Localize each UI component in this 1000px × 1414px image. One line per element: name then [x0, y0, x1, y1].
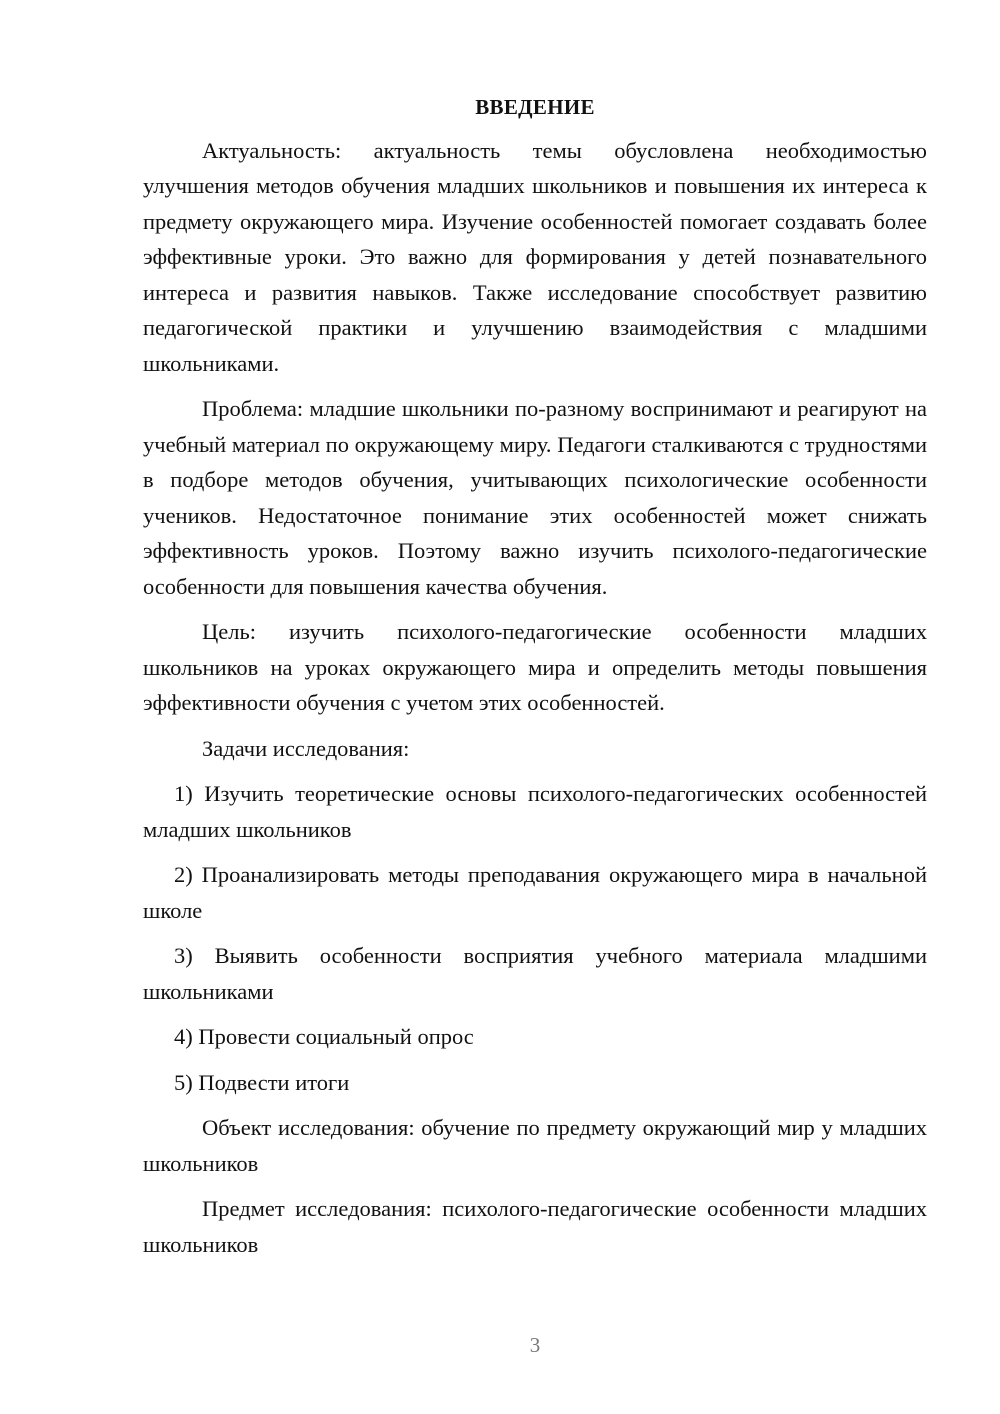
section-heading: ВВЕДЕНИЕ: [475, 95, 595, 119]
page-content: [143, 90, 927, 1272]
task-item-3: 3) Выявить особенности восприятия учебного материала младшими школьниками: [143, 943, 927, 1004]
problem-paragraph: Проблема: младшие школьники по-разному воспринимают и реагируют на учебный материал по окружающему миру. Педагоги сталкиваются с трудностями в подборе методов обучения, учитывающих психологические особенности учеников. Недостаточное понимание этих особенностей может снижать эффективность уроков. Поэтому важно изучить психолого-педагогические особенности для повышения качества обучения.: [143, 396, 927, 599]
task-item-4: 4) Провести социальный опрос: [174, 1024, 474, 1049]
task-item-1: 1) Изучить теоретические основы психолого-педагогических особенностей младших школьников: [143, 781, 927, 842]
page-number: 3: [529, 1333, 541, 1357]
task-item-2: 2) Проанализировать методы преподавания окружающего мира в начальной школе: [143, 862, 927, 923]
subject-paragraph: Предмет исследования: психолого-педагогические особенности младших школьников: [143, 1196, 927, 1257]
relevance-paragraph: Актуальность: актуальность темы обусловлена необходимостью улучшения методов обучения младших школьников и повышения их интереса к предмету окружающего мира. Изучение особенностей помогает создавать более эффективные уроки. Это важно для формирования у детей познавательного интереса и развития навыков. Также исследование способствует развитию педагогической практики и улучшению взаимодействия с младшими школьниками.: [143, 137, 927, 376]
tasks-intro: Задачи исследования:: [202, 735, 410, 761]
goal-paragraph: Цель: изучить психолого-педагогические особенности младших школьников на уроках окружающего мира и определить методы повышения эффективности обучения с учетом этих особенностей.: [143, 619, 927, 715]
object-paragraph: Объект исследования: обучение по предмету окружающий мир у младших школьников: [143, 1115, 927, 1176]
task-item-5: 5) Подвести итоги: [174, 1069, 350, 1095]
